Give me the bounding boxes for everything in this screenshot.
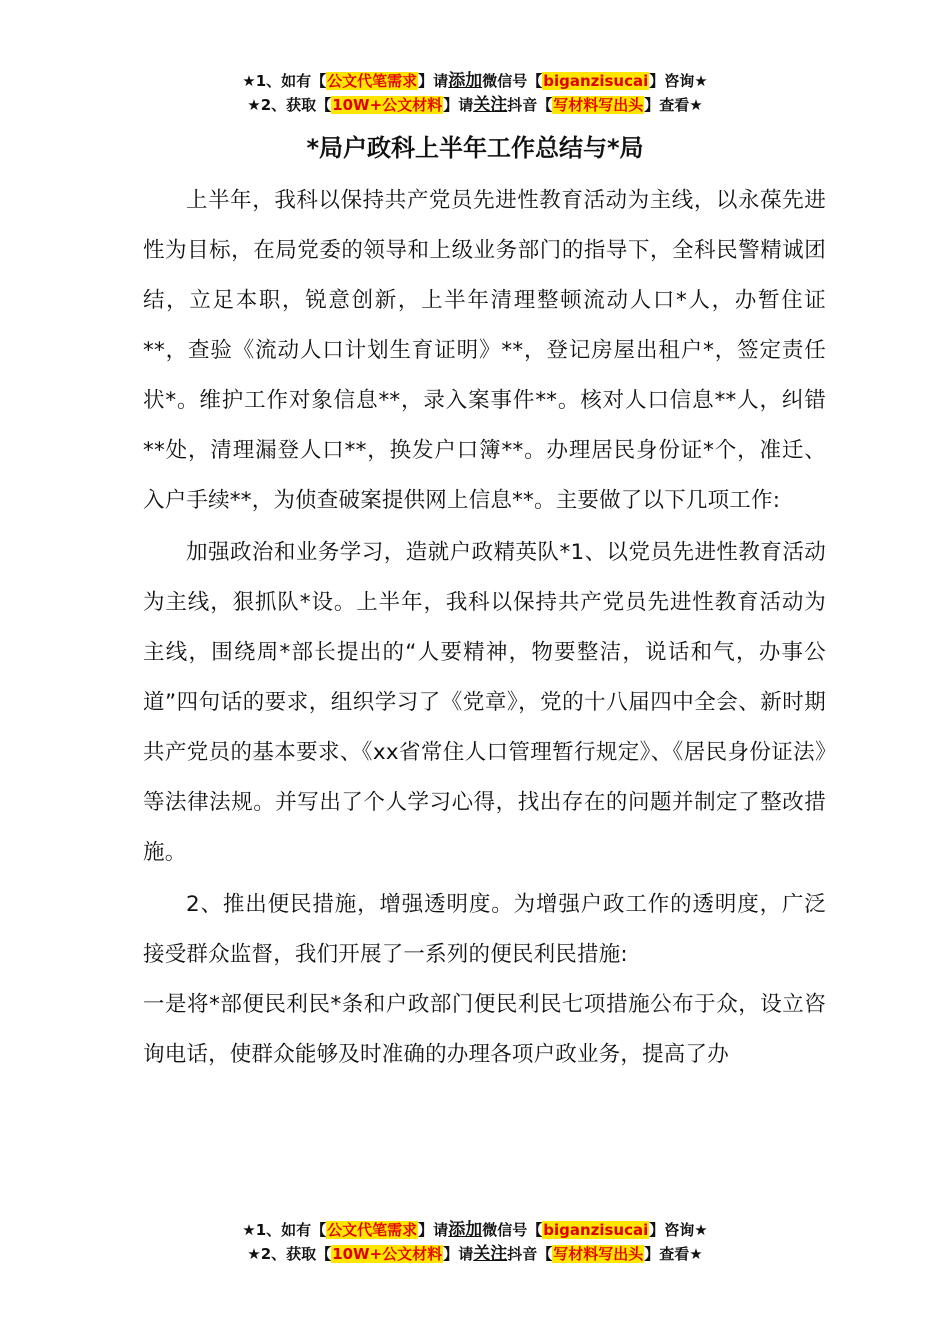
promo-line-1 xyxy=(0,69,950,93)
promo-underline: 关注 xyxy=(473,1244,508,1264)
promo-line-1 xyxy=(0,1218,950,1242)
promo-text: 】查看★ xyxy=(644,96,703,114)
document-body xyxy=(143,176,826,1080)
promo-text: ★1、如有【 xyxy=(242,1221,327,1239)
promo-text: 】请 xyxy=(418,1221,449,1239)
promo-highlight: biganzisucai xyxy=(543,72,649,90)
promo-text: ★2、获取【 xyxy=(247,96,332,114)
promo-highlight: 公文代笔需求 xyxy=(327,72,418,90)
promo-highlight: 10W+公文材料 xyxy=(332,1245,443,1263)
promo-text: 】查看★ xyxy=(644,1245,703,1263)
promo-underline: 添加 xyxy=(448,1220,483,1240)
promo-highlight: biganzisucai xyxy=(543,1221,649,1239)
promo-underline: 添加 xyxy=(448,71,483,91)
promo-highlight: 10W+公文材料 xyxy=(332,96,443,114)
document-title: *局户政科上半年工作总结与*局 xyxy=(306,134,644,162)
promo-text: 】咨询★ xyxy=(649,72,708,90)
promo-text: 】请 xyxy=(443,96,474,114)
promo-text: 微信号【 xyxy=(482,72,543,90)
promo-text: ★1、如有【 xyxy=(242,72,327,90)
paragraph-1: 上半年，我科以保持共产党员先进性教育活动为主线，以永葆先进性为目标，在局党委的领导和上级业务部门的指导下，全科民警精诚团结，立足本职，锐意创新，上半年清理整顿流动人口*人，办暂住证**，查验《流动人口计划生育证明》**，登记房屋出租户*，签定责任状*。维护工作对象信息**，录入案事件**。核对人口信息**人，纠错**处，清理漏登人口**，换发户口簿**。办理居民身份证*个，准迁、入户手续**，为侦查破案提供网上信息**。主要做了以下几项工作: xyxy=(143,188,826,513)
paragraph-3: 2、推出便民措施，增强透明度。为增强户政工作的透明度，广泛接受群众监督，我们开展了一系列的便民利民措施: xyxy=(143,892,826,967)
paragraph-2: 加强政治和业务学习，造就户政精英队*1、以党员先进性教育活动为主线，狠抓队*设。上半年，我科以保持共产党员先进性教育活动为主线，围绕周*部长提出的“人要精神，物要整洁，说话和气，办事公道”四句话的要求，组织学习了《党章》，党的十八届四中全会、新时期共产党员的基本要求、《xx省常住人口管理暂行规定》、《居民身份证法》等法律法规。并写出了个人学习心得，找出存在的问题并制定了整改措施。 xyxy=(143,540,826,865)
promo-text: 】请 xyxy=(443,1245,474,1263)
promo-highlight: 公文代笔需求 xyxy=(327,1221,418,1239)
promo-text: 抖音【 xyxy=(507,96,553,114)
promo-underline: 关注 xyxy=(473,95,508,115)
promo-highlight: 写材料写出头 xyxy=(553,1245,644,1263)
promo-line-2 xyxy=(0,93,950,117)
promo-highlight: 写材料写出头 xyxy=(553,96,644,114)
promo-line-2 xyxy=(0,1242,950,1266)
promo-text: 】咨询★ xyxy=(649,1221,708,1239)
promo-text: 抖音【 xyxy=(507,1245,553,1263)
promo-banner-bottom xyxy=(0,1218,950,1266)
promo-banner-top xyxy=(0,69,950,117)
paragraph-4: 一是将*部便民利民*条和户政部门便民利民七项措施公布于众，设立咨询电话，使群众能够及时准确的办理各项户政业务，提高了办 xyxy=(143,992,826,1067)
promo-text: 微信号【 xyxy=(482,1221,543,1239)
promo-text: ★2、获取【 xyxy=(247,1245,332,1263)
promo-text: 】请 xyxy=(418,72,449,90)
